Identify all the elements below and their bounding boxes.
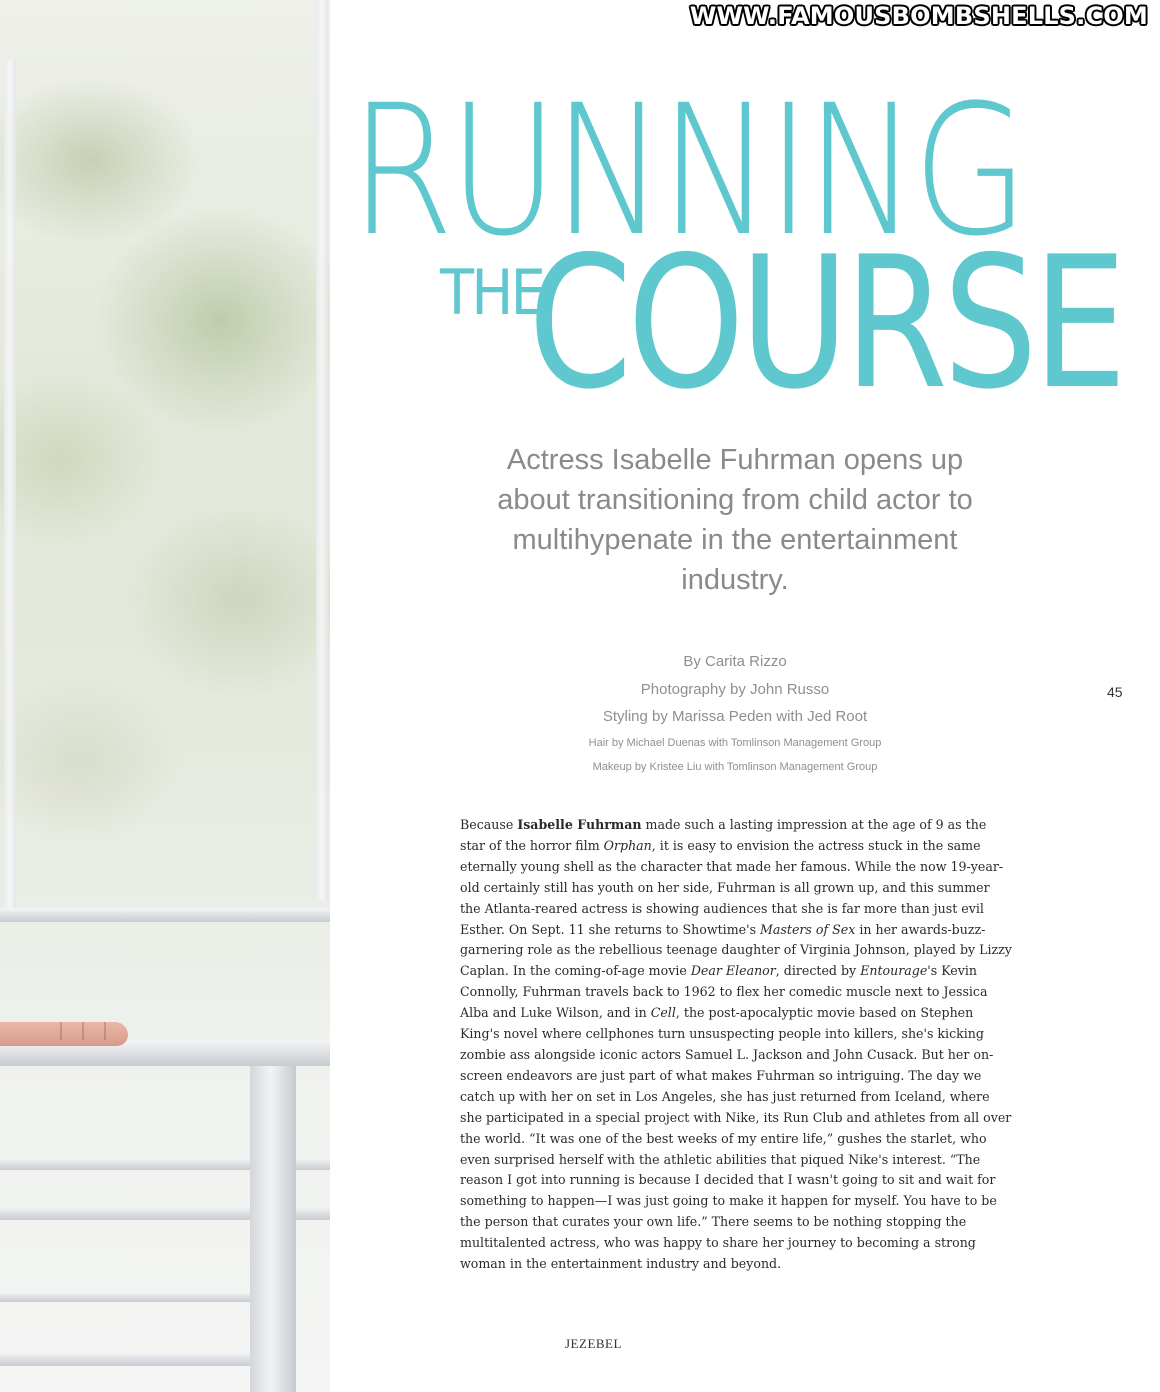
body-text-run: in her awards-buzz-garnering role as the rebellious teenage daughter of Virginia Johnson, played by Lizzy Caplan. In the coming-of-age movie [460, 921, 1012, 979]
photography-credit: Photography by John Russo [640, 680, 830, 698]
article-deck: Actress Isabelle Fuhrman opens up about transitioning from child actor to multihypenate in the entertainment industry. [497, 444, 973, 596]
body-text-run: made such a lasting impression at the age of 9 as the star of the horror film [460, 817, 987, 853]
body-text-run: Because [460, 817, 518, 832]
headline-the: THE [440, 256, 544, 329]
body-text-italic: Cell [650, 1005, 676, 1021]
body-text-italic: Orphan [603, 837, 652, 853]
makeup-credit: Makeup by Kristee Liu with Tomlinson Management Group [592, 760, 878, 773]
body-text-run: , it is easy to envision the actress stuck in the same eternally young shell as the character that made her famous. While the now 19-year-old certainly still has youth on her side, Fuhrman is all grown up, and this summer the Atlanta-reared actress is showing audiences that she is far more than just evil Esther. On Sept. 11 she returns to Showtime's [460, 837, 1004, 937]
body-text-italic: Entourage [860, 963, 928, 979]
body-text-italic: Dear Eleanor [690, 963, 776, 979]
body-text-bold: Isabelle Fuhrman [517, 817, 642, 832]
body-text-run: 's Kevin Connolly, Fuhrman travels back to 1962 to flex her comedic muscle next to Jessica Alba and Luke Wilson, and in [460, 963, 988, 1021]
headline-running: RUNNING [350, 67, 1024, 276]
railing-bar [0, 908, 330, 922]
hand [0, 1022, 128, 1046]
cover-photo [0, 0, 330, 1392]
magazine-logo: JEZEBEL [565, 1336, 622, 1351]
article-body [460, 815, 1012, 1275]
body-text-run: , directed by [775, 963, 861, 979]
hair-credit: Hair by Michael Duenas with Tomlinson Management Group [588, 736, 882, 749]
railing-bar [0, 1292, 250, 1302]
article-credits [540, 648, 930, 779]
body-text-italic: Masters of Sex [760, 921, 856, 937]
window-frame [4, 60, 16, 920]
railing-post [250, 1066, 296, 1392]
railing-bar [0, 1352, 250, 1366]
page-number: 45 [1107, 684, 1123, 700]
watermark: WWW.FAMOUSBOMBSHELLS.COM [689, 2, 1148, 30]
styling-credit: Styling by Marissa Peden with Jed Root [602, 708, 868, 725]
byline: By Carita Rizzo [683, 653, 787, 670]
body-text-run: , the post-apocalyptic movie based on Stephen King's novel where cellphones turn unsuspecting people into killers, she's kicking zombie ass alongside iconic actors Samuel L. Jackson and John Cusack. But her on-screen endeavors are just part of what makes Fuhrman so intriguing. The day we catch up with her on set in Los Angeles, she has just returned from Iceland, where she participated in a special project with Nike, its Run Club and athletes from all over the world. “It was one of the best weeks of my entire life,” gushes the starlet, who even surprised herself with the athletic abilities that piqued Nike's interest. “The reason I got into running is because I decided that I wasn't going to sit and wait for something to happen—I was just going to make it happen for myself. You have to be the person that curates your own life.” There seems to be nothing stopping the multitalented actress, who was happy to share her journey to becoming a strong woman in the entertainment industry and beyond. [460, 1005, 1012, 1272]
window-frame [316, 0, 328, 900]
headline-course: COURSE [528, 217, 1123, 429]
